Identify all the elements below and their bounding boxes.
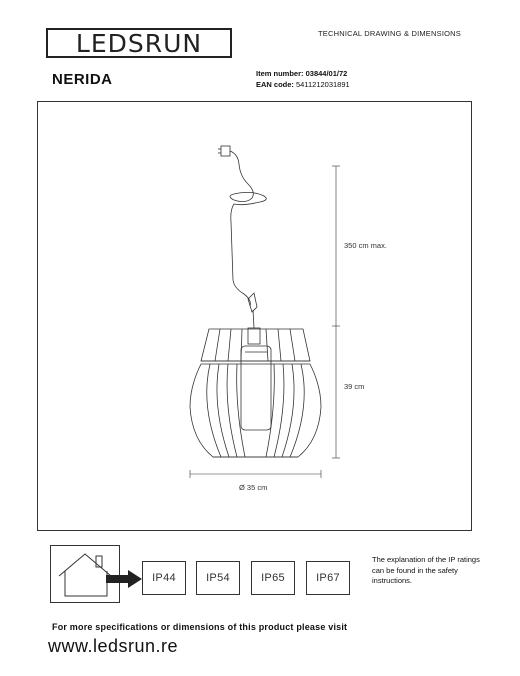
product-name: NERIDA: [52, 71, 113, 88]
document-type: TECHNICAL DRAWING & DIMENSIONS: [318, 29, 461, 38]
product-codes: [256, 69, 350, 90]
item-number-label: Item number:: [256, 69, 304, 78]
height-label: 39 cm: [344, 382, 365, 391]
diameter-label: Ø 35 cm: [239, 483, 268, 492]
ip-rating-box-2: [251, 561, 295, 595]
ean-row: [256, 80, 350, 91]
ip-rating-box-0: [142, 561, 186, 595]
website-link[interactable]: www.ledsrun.re: [48, 636, 179, 656]
brand-logo-text: LEDSRUN: [75, 28, 203, 58]
ip-rating-box-1: [196, 561, 240, 595]
item-number-value: 03844/01/72: [305, 69, 348, 78]
ip-rating-note: The explanation of the IP ratings can be found in the safety instructions.: [372, 555, 480, 585]
item-number-row: [256, 69, 350, 80]
ip-rating-label: IP44: [152, 572, 176, 584]
cable-path: [230, 151, 266, 306]
plug-icon: [221, 146, 230, 156]
technical-drawing: [37, 101, 472, 531]
ip-rating-label: IP54: [206, 572, 230, 584]
hook-icon: [248, 293, 257, 312]
brand-logo: [46, 28, 232, 58]
lamp-drawing-svg: [38, 102, 473, 532]
ip-rating-box-3: [306, 561, 350, 595]
cable-length-label: 350 cm max.: [344, 241, 387, 250]
ean-value: 5411212031891: [296, 79, 350, 89]
arrow-right-icon: [106, 570, 142, 588]
ip-rating-label: IP67: [316, 572, 340, 584]
footer-note: For more specifications or dimensions of this product please visit: [52, 622, 348, 632]
ip-rating-label: IP65: [261, 572, 285, 584]
ean-label: EAN code:: [256, 79, 294, 89]
